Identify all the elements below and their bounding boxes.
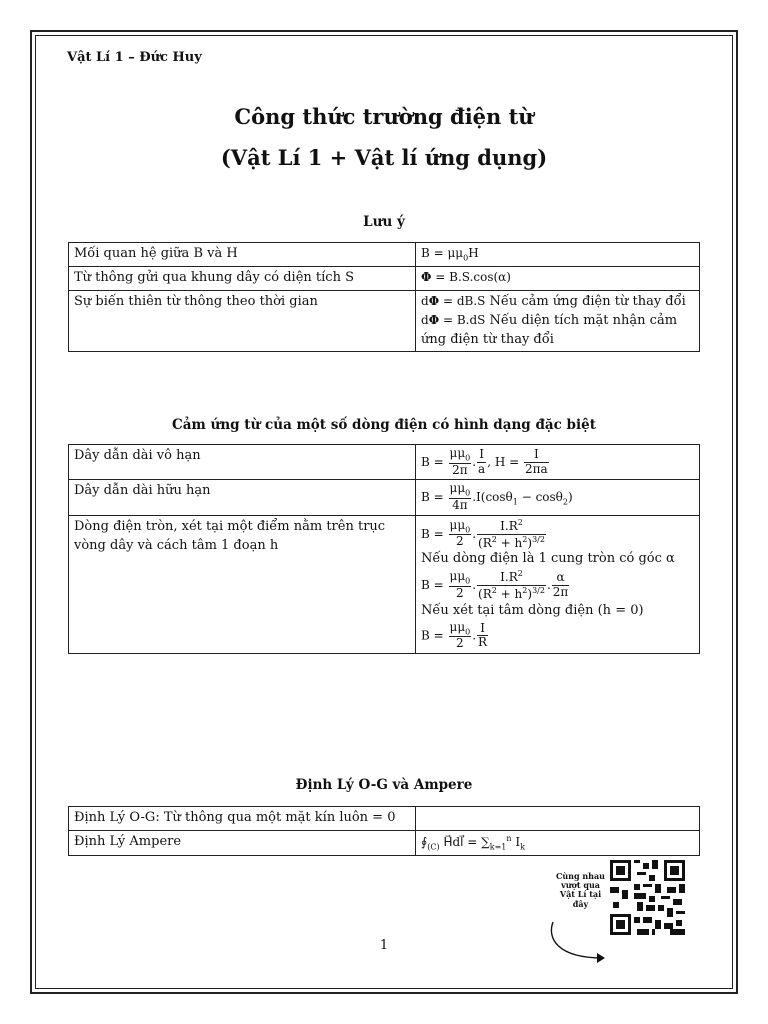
- table-row: [69, 830, 700, 855]
- formula-flux-change: dΦ = dB.S Nếu cảm ứng điện từ thay đổi dΦ = B.dS Nếu diện tích mặt nhận cảm ứng điện từ thay đổi: [416, 290, 700, 352]
- formula-flux: Φ = B.S.cos(α): [416, 266, 700, 290]
- formula-finite-wire: B = $\frac{\mu\mu_0}{4\pi}$ .I(cosθ$_1$ − cosθ$_2$): [416, 480, 700, 515]
- arc-note: Nếu dòng điện là 1 cung tròn có góc α: [421, 551, 675, 567]
- notes-table: [68, 242, 700, 352]
- table-row: [69, 266, 700, 290]
- empty-cell: [416, 807, 700, 831]
- table-row: [69, 243, 700, 267]
- title-line-1: Công thức trường điện từ: [234, 104, 534, 129]
- formula-ampere: $∮_{(C)}$ H⃗dl⃗ = $\sum_{k=1}^n$ $I_k$: [416, 830, 700, 855]
- row-label: Định Lý O-G: Từ thông qua một mặt kín luôn = 0: [69, 807, 416, 831]
- qr-code-icon[interactable]: [610, 860, 685, 935]
- special-currents-table: [68, 444, 700, 654]
- table-row: [69, 445, 700, 480]
- flux-note-2: Nếu diện tích mặt nhận cảm ứng điện từ thay đổi: [421, 312, 678, 347]
- row-label: Sự biến thiên từ thông theo thời gian: [69, 290, 416, 352]
- formula-circular-loop: B = $\frac{\mu\mu_0}{2}$ . $\frac{I.R^2}{(R^2 + h^2)^{3/2}}$ Nếu dòng điện là 1 cung tròn có góc α B = $\frac{\mu\mu_0}{2}$ . $\frac{I.R^2}{(R^2 + h^2)^{3/2}}$ . $\frac{\alpha}{2\pi}$ Nếu xét tại tâm dòng điện (h = 0) B = $\frac{\mu\mu_0}{2}$ . $\frac{I}{R}$: [416, 515, 700, 653]
- formula-b-h: $B = \mu\mu_0H$: [416, 243, 700, 267]
- row-label: Dây dẫn dài hữu hạn: [69, 480, 416, 515]
- table-row: [69, 480, 700, 515]
- section-title-notes: Lưu ý: [363, 214, 405, 230]
- page-number: 1: [379, 938, 389, 953]
- section-title-special-currents: Cảm ứng từ của một số dòng điện có hình dạng đặc biệt: [172, 417, 596, 433]
- center-note: Nếu xét tại tâm dòng điện (h = 0): [421, 602, 644, 618]
- row-label: Định Lý Ampere: [69, 830, 416, 855]
- title-line-2: (Vật Lí 1 + Vật lí ứng dụng): [220, 145, 548, 170]
- theorems-table: [68, 806, 700, 856]
- page-header: Vật Lí 1 – Đức Huy: [67, 50, 202, 65]
- flux-note-1: Nếu cảm ứng điện từ thay đổi: [489, 293, 686, 309]
- row-label: Mối quan hệ giữa B và H: [69, 243, 416, 267]
- row-label: Từ thông gửi qua khung dây có diện tích S: [69, 266, 416, 290]
- section-title-theorems: Định Lý O-G và Ampere: [295, 777, 473, 793]
- table-row: [69, 515, 700, 653]
- formula-infinite-wire: B = $\frac{\mu\mu_0}{2\pi}$ . $\frac{I}{a}$ , H = $\frac{I}{2\pi a}$: [416, 445, 700, 480]
- table-row: [69, 290, 700, 352]
- row-label: Dòng điện tròn, xét tại một điểm nằm trên trục vòng dây và cách tâm 1 đoạn h: [69, 515, 416, 653]
- row-label: Dây dẫn dài vô hạn: [69, 445, 416, 480]
- table-row: [69, 807, 700, 831]
- qr-caption: Cùng nhau vượt qua Vật Lí tại đây: [555, 871, 605, 909]
